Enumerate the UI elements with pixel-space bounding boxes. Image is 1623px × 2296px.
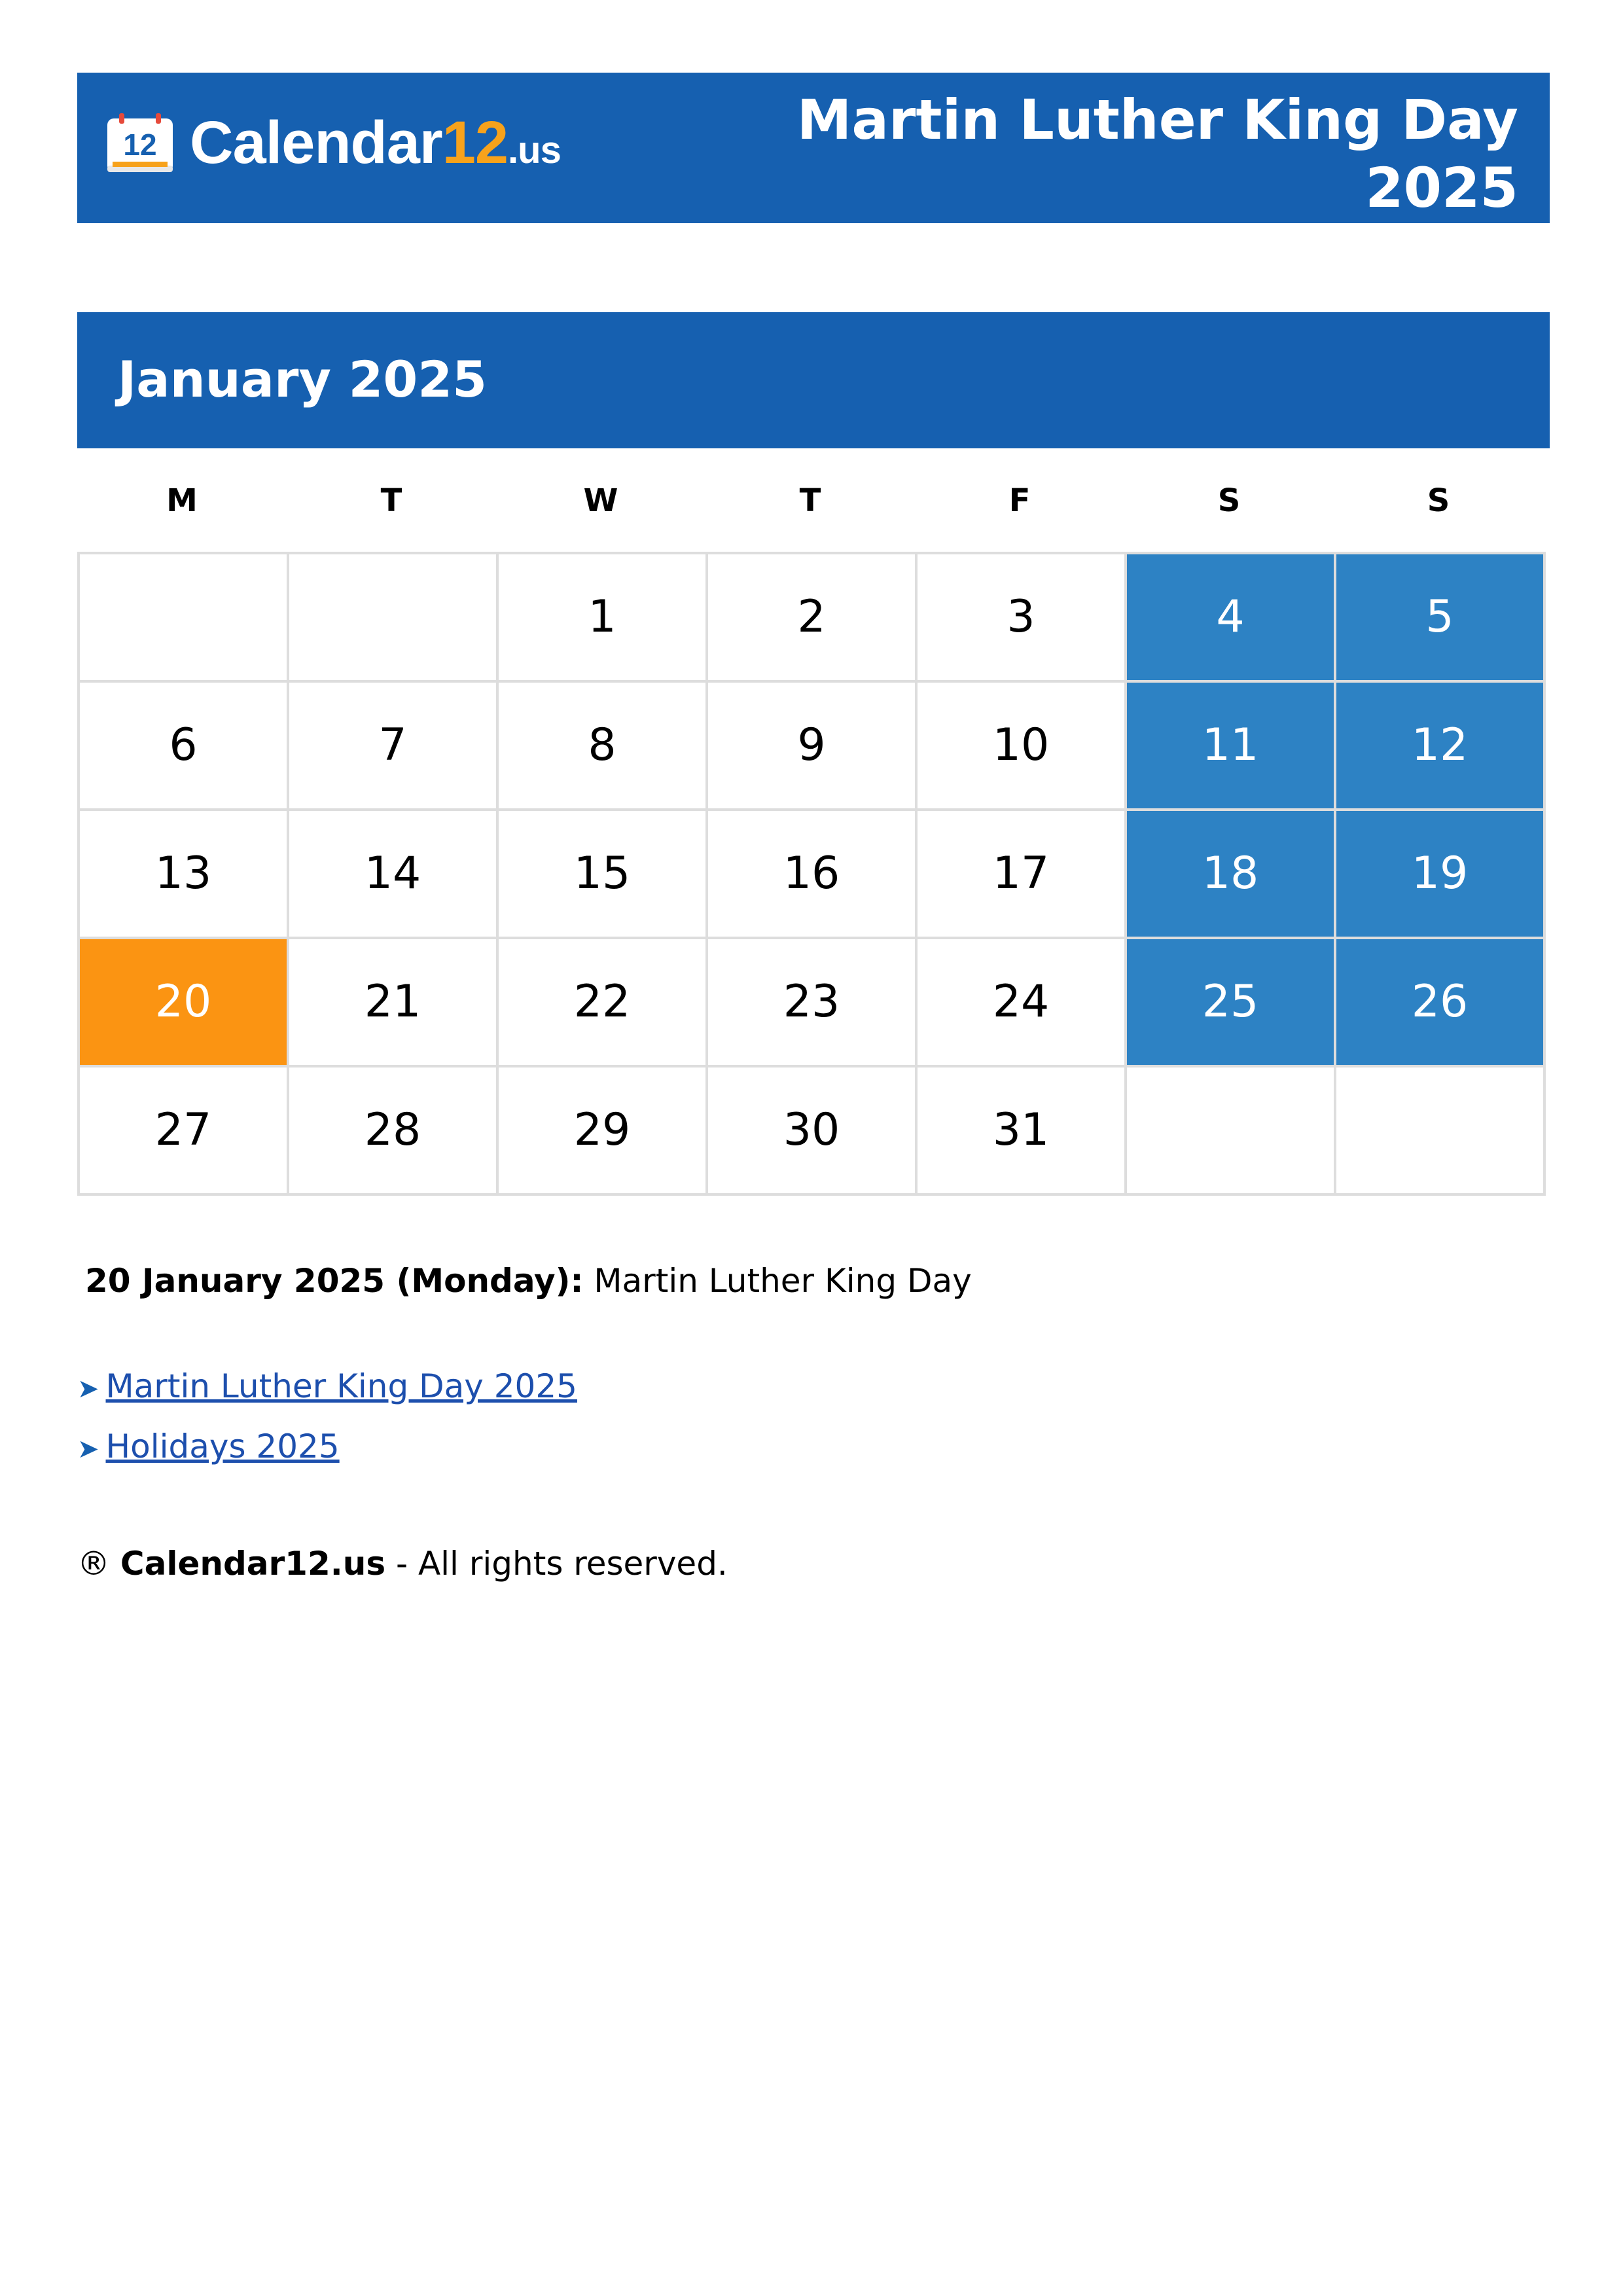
- weekday-label: T: [799, 482, 821, 519]
- calendar-day: 14: [289, 811, 499, 939]
- link-mlk-day-2025[interactable]: Martin Luther King Day 2025: [105, 1367, 577, 1405]
- arrow-right-icon: ➤: [77, 1374, 99, 1404]
- registered-symbol: ®: [77, 1545, 110, 1583]
- link-row: [77, 1420, 577, 1480]
- weekday-label: S: [1427, 482, 1450, 519]
- calendar-day-weekend: 11: [1127, 683, 1336, 811]
- calendar-week: [80, 939, 1546, 1067]
- calendar-day: 1: [499, 554, 708, 683]
- calendar-icon: [106, 113, 174, 172]
- logo-number: 12: [442, 109, 508, 176]
- arrow-right-icon: ➤: [77, 1434, 99, 1464]
- link-row: [77, 1360, 577, 1420]
- calendar-day: 13: [80, 811, 289, 939]
- calendar-day-weekend: 18: [1127, 811, 1336, 939]
- calendar-day-weekend: 12: [1336, 683, 1546, 811]
- calendar-day: 17: [918, 811, 1127, 939]
- calendar-day: 8: [499, 683, 708, 811]
- calendar-day-empty: [1336, 1067, 1546, 1196]
- calendar-day-weekend: 26: [1336, 939, 1546, 1067]
- weekday-label: F: [1008, 482, 1031, 519]
- calendar-day: 10: [918, 683, 1127, 811]
- calendar-week: [80, 554, 1546, 683]
- month-title: January 2025: [118, 350, 488, 408]
- holiday-date-label: 20 January 2025 (Monday):: [85, 1262, 584, 1300]
- calendar-day: 16: [708, 811, 918, 939]
- calendar-day-weekend: 5: [1336, 554, 1546, 683]
- weekday-label: W: [583, 482, 618, 519]
- calendar-day-weekend: 4: [1127, 554, 1336, 683]
- month-header: [77, 312, 1550, 448]
- link-holidays-2025[interactable]: Holidays 2025: [105, 1427, 340, 1465]
- calendar-day: 24: [918, 939, 1127, 1067]
- calendar-day: 6: [80, 683, 289, 811]
- calendar-day: 22: [499, 939, 708, 1067]
- calendar-day: 9: [708, 683, 918, 811]
- calendar-week: [80, 1067, 1546, 1196]
- calendar-day: 2: [708, 554, 918, 683]
- logo-wordmark: [190, 109, 561, 177]
- holiday-description: [85, 1258, 972, 1304]
- calendar-day: 29: [499, 1067, 708, 1196]
- logo-tld: .us: [508, 128, 561, 171]
- footer-text: - All rights reserved.: [396, 1545, 728, 1583]
- calendar-week: [80, 811, 1546, 939]
- calendar-day-empty: [1127, 1067, 1336, 1196]
- holiday-name: Martin Luther King Day: [594, 1262, 972, 1300]
- page-title: Martin Luther King Day 2025: [796, 88, 1518, 220]
- related-links: [77, 1360, 577, 1480]
- weekday-label: S: [1217, 482, 1241, 519]
- calendar-day: 27: [80, 1067, 289, 1196]
- site-logo[interactable]: [106, 107, 561, 179]
- calendar-day-empty: [289, 554, 499, 683]
- calendar-day: 21: [289, 939, 499, 1067]
- calendar-day-holiday: 20: [80, 939, 289, 1067]
- calendar-day: 7: [289, 683, 499, 811]
- footer-brand: Calendar12.us: [120, 1545, 386, 1583]
- calendar-day: 30: [708, 1067, 918, 1196]
- weekday-label: M: [166, 482, 198, 519]
- calendar-day: 28: [289, 1067, 499, 1196]
- calendar-day: 23: [708, 939, 918, 1067]
- calendar-day-weekend: 25: [1127, 939, 1336, 1067]
- header-banner: [77, 73, 1550, 223]
- footer: [77, 1541, 728, 1587]
- calendar-day: 31: [918, 1067, 1127, 1196]
- calendar-day: 3: [918, 554, 1127, 683]
- calendar-day: 15: [499, 811, 708, 939]
- calendar-day-empty: [80, 554, 289, 683]
- weekday-label: T: [380, 482, 402, 519]
- weekday-header-row: [77, 478, 1543, 524]
- calendar-grid: [77, 552, 1546, 1196]
- calendar-day-weekend: 19: [1336, 811, 1546, 939]
- svg-text:12: 12: [123, 128, 157, 162]
- calendar-week: [80, 683, 1546, 811]
- logo-prefix: Calendar: [190, 109, 442, 176]
